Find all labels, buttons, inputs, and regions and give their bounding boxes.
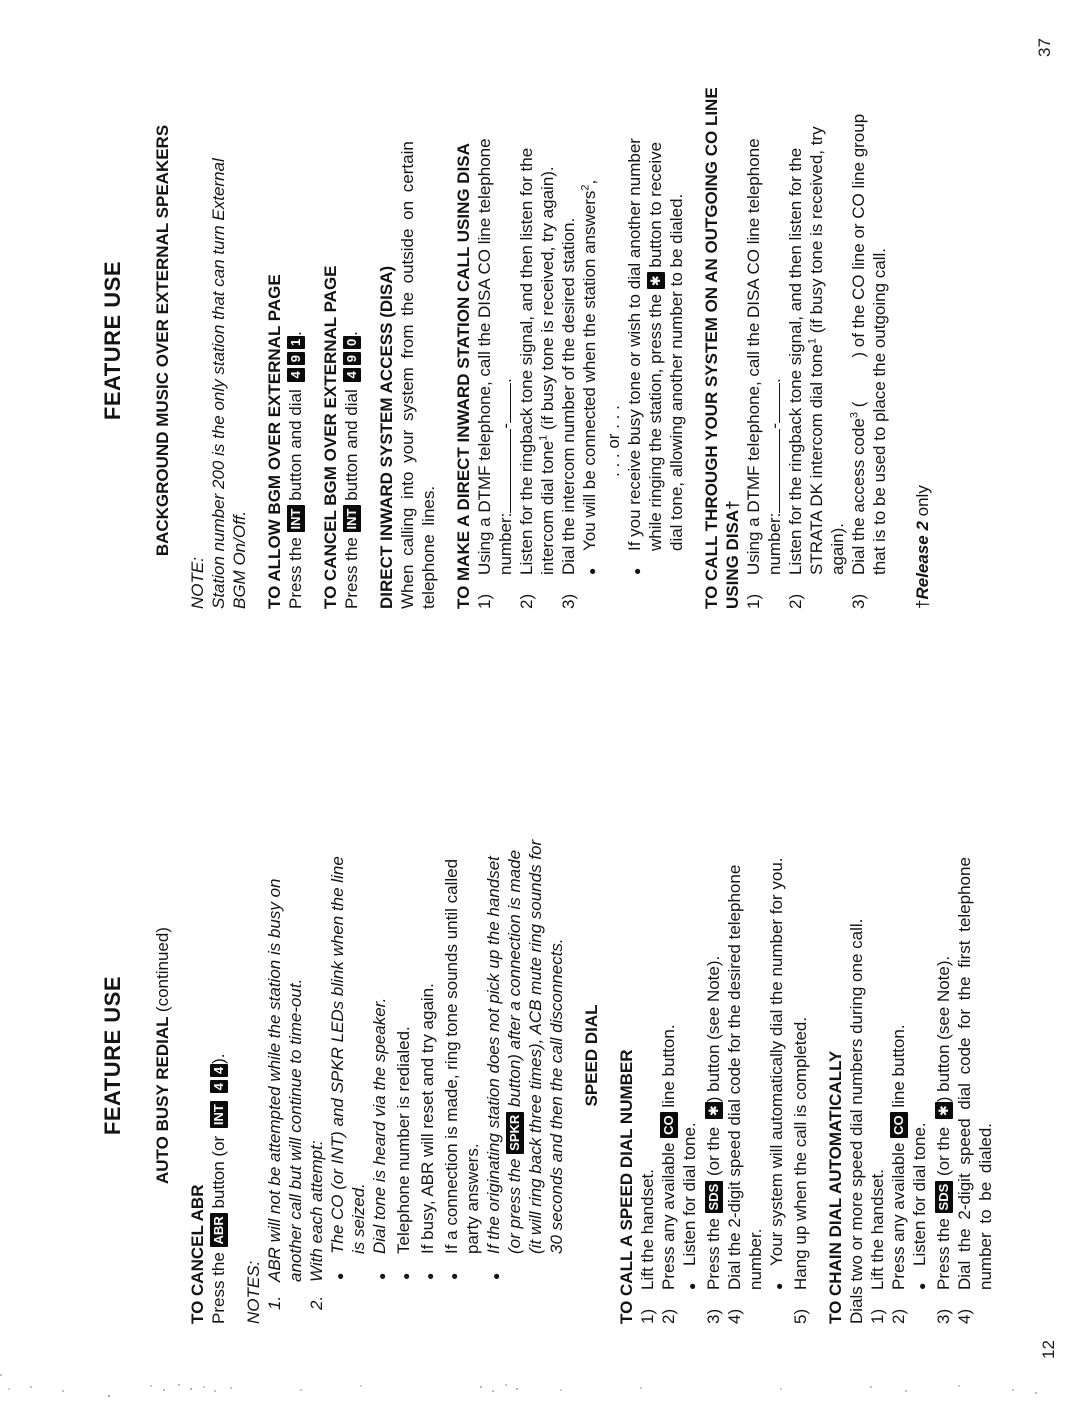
- item-marker: ●: [630, 567, 644, 575]
- keycap-abr: ABR: [210, 1213, 228, 1247]
- item-marker: 1): [638, 1308, 657, 1324]
- bullet-item: [909, 787, 933, 1290]
- item-marker: 1): [475, 593, 494, 609]
- item-marker: 4): [725, 1308, 744, 1324]
- item-text: Dial the intercom number of the desired station.: [559, 217, 578, 575]
- note-bullet-item: [441, 787, 483, 1280]
- item-text: Dial tone is heard via the speaker.: [370, 997, 389, 1254]
- blank-underline: [508, 429, 511, 513]
- page-number-37: 37: [1035, 38, 1054, 57]
- item-text: Dial the access code$^3$ () of the CO line or CO line group that is to be used to place the outgoing call.: [848, 113, 889, 575]
- note-bullet-item: [483, 787, 567, 1280]
- paragraph: Press the INT button and dial 490.: [342, 331, 361, 609]
- item-text: If busy, ABR will reset and try again.: [418, 983, 437, 1254]
- item-marker: 1): [744, 593, 763, 609]
- item-marker: ●: [333, 1272, 347, 1280]
- step-item: [933, 787, 954, 1324]
- keycap-spkr: SPKR: [506, 1112, 524, 1154]
- subsection-heading: DIRECT INWARD SYSTEM ACCESS (DISA): [377, 265, 396, 609]
- item-marker: 5): [791, 1308, 810, 1324]
- superscript: 2: [579, 184, 592, 191]
- item-text: Hang up when the call is completed.: [791, 1016, 810, 1290]
- item-text: ABR will not be attempted while the station is busy on another call but will continue to time-out.: [265, 878, 305, 1282]
- release-footnote: †Release 2 only: [913, 485, 932, 609]
- step-item: [558, 72, 579, 609]
- subsection-heading: TO CANCEL BGM OVER EXTERNAL PAGE: [321, 265, 340, 609]
- subsection-heading: TO CHAIN DIAL AUTOMATICALLY: [826, 1050, 845, 1324]
- step-item: [785, 72, 848, 609]
- page-12-content: [100, 787, 996, 1324]
- item-marker: 3): [704, 1308, 723, 1324]
- bullet-item: [679, 787, 703, 1290]
- bullet-item: [624, 72, 687, 575]
- item-text: Lift the handset.: [868, 1169, 887, 1290]
- item-text: Press any available CO line button.: [659, 1024, 678, 1290]
- keycap-int: INT: [287, 506, 305, 533]
- step-item: [474, 72, 516, 609]
- keycap-star: ✱: [705, 1102, 723, 1119]
- superscript: 3: [848, 412, 861, 419]
- superscript: 1: [806, 338, 819, 345]
- item-text: Press any available CO line button.: [889, 1024, 908, 1290]
- step-item: [954, 787, 996, 1324]
- keycap-4: 4: [343, 368, 361, 381]
- subsection-heading: TO MAKE A DIRECT INWARD STATION CALL USING DISA: [454, 143, 473, 609]
- keycap-9: 9: [287, 352, 305, 365]
- item-marker: 1): [868, 1308, 887, 1324]
- item-text: Using a DTMF telephone, call the DISA CO line telephone number:-.: [475, 138, 515, 575]
- section-heading: SPEED DIAL: [582, 1004, 601, 1107]
- item-marker: ●: [685, 1282, 699, 1290]
- note-bullet-item: [417, 787, 441, 1280]
- bullet-item: [579, 72, 603, 575]
- keycap-co: CO: [890, 1112, 908, 1138]
- keycap-4: 4: [287, 368, 305, 381]
- keycap-sds: SDS: [705, 1181, 723, 1214]
- note-bullet-item: [327, 787, 369, 1280]
- or-separator: . . . or . . .: [604, 405, 623, 477]
- paragraph: Press the ABR button (or INT 44).: [209, 1053, 228, 1324]
- section-heading: BACKGROUND MUSIC OVER EXTERNAL SPEAKERS: [153, 124, 172, 557]
- item-marker: ●: [772, 1282, 786, 1290]
- item-text: Using a DTMF telephone, call the DISA CO line telephone number:-.: [744, 138, 784, 575]
- item-marker: 2.: [307, 1295, 326, 1310]
- keycap-4: 4: [210, 1064, 228, 1077]
- page-12: [100, 787, 996, 1324]
- keycap-1: 1: [287, 336, 305, 349]
- item-text: Dial the 2-digit speed dial code for the desired telephone number.: [725, 864, 765, 1290]
- item-text: Press the SDS (or the ✱) button (see Note).: [934, 955, 953, 1290]
- item-text: Listen for dial tone.: [680, 1122, 699, 1266]
- item-marker: 2): [659, 1308, 678, 1324]
- item-marker: ●: [915, 1282, 929, 1290]
- step-item: [888, 787, 909, 1324]
- item-marker: 1.: [265, 1295, 284, 1310]
- item-text: Listen for the ringback tone signal, and then listen for the intercom dial tone$^1$ (if busy tone is received, try again).: [517, 147, 557, 575]
- item-marker: ●: [399, 1272, 413, 1280]
- item-marker: ●: [489, 1272, 503, 1280]
- page-title: FEATURE USE: [100, 975, 125, 1136]
- item-text: You will be connected when the station answers$^2$,: [579, 179, 599, 551]
- keycap-co: CO: [660, 1112, 678, 1138]
- bullet-item: [766, 787, 790, 1290]
- step-item: [703, 787, 724, 1324]
- superscript: 1: [537, 434, 550, 441]
- page-number-12: 12: [1039, 1340, 1058, 1359]
- section-heading: AUTO BUSY REDIAL (continued): [153, 927, 172, 1184]
- keycap-star: ✱: [647, 272, 665, 289]
- item-marker: ●: [585, 567, 599, 575]
- item-text: With each attempt:: [307, 1140, 326, 1282]
- regular-text: (continued): [153, 927, 172, 1013]
- item-marker: 2): [786, 593, 805, 609]
- item-marker: 3): [849, 593, 868, 609]
- bold-italic-text: Release 2: [913, 521, 932, 600]
- subsection-heading: TO CANCEL ABR: [188, 1184, 207, 1324]
- item-marker: 2): [889, 1308, 908, 1324]
- step-item: [637, 787, 658, 1324]
- subsection-heading: TO CALL A SPEED DIAL NUMBER: [617, 1049, 636, 1324]
- note-item: [264, 787, 306, 1310]
- item-text: Lift the handset.: [638, 1169, 657, 1290]
- item-text: Press the SDS (or the ✱) button (see Note).: [704, 955, 723, 1290]
- item-text: Listen for dial tone.: [910, 1122, 929, 1266]
- item-text: If the originating station does not pick up the handset (or press the SPKR button) after a connection is made (it will ring back three times), ACB mute ring sounds for 30 seconds and then the call disconnects.: [484, 839, 566, 1254]
- step-item: [743, 72, 785, 609]
- paragraph: Dials two or more speed dial numbers during one call.: [847, 918, 866, 1324]
- item-text: Telephone number is redialed.: [394, 1026, 413, 1254]
- step-item: [516, 72, 558, 609]
- item-marker: 3): [934, 1308, 953, 1324]
- item-text: Your system will automatically dial the number for you.: [767, 857, 786, 1266]
- item-marker: ●: [447, 1272, 461, 1280]
- page-37: [100, 72, 933, 609]
- item-text: If you receive busy tone or wish to dial another number while ringing the station, press the ✱ button to receive dial tone, allowing another number to be dialed.: [625, 138, 686, 551]
- keycap-0: 0: [343, 336, 361, 349]
- item-text: Listen for the ringback tone signal, and then listen for the STRATA DK intercom dial tone$^1$ (if busy tone is received, try again).: [786, 126, 847, 575]
- notes-label: NOTES:: [244, 1260, 263, 1324]
- keycap-9: 9: [343, 352, 361, 365]
- step-item: [724, 787, 766, 1324]
- keycap-sds: SDS: [935, 1181, 953, 1214]
- item-text: Dial the 2-digit speed dial code for the first telephone number to be dialed.: [955, 857, 995, 1290]
- item-text: The CO (or INT) and SPKR LEDs blink when the line is seized.: [328, 856, 368, 1254]
- page-37-content: [100, 72, 933, 609]
- subsection-heading: TO ALLOW BGM OVER EXTERNAL PAGE: [265, 274, 284, 609]
- keycap-int: INT: [343, 506, 361, 533]
- paragraph: Press the INT button and dial 491.: [286, 331, 305, 609]
- step-item: [867, 787, 888, 1324]
- paragraph: When calling into your system from the outside on certain telephone lines.: [398, 141, 438, 609]
- blank-underline: [777, 383, 780, 423]
- note-item: [306, 787, 327, 1310]
- step-item: [848, 72, 890, 609]
- blank-underline: [508, 383, 511, 423]
- note-bullet-item: [393, 787, 417, 1280]
- item-marker: ●: [375, 1272, 389, 1280]
- subsection-heading: TO CALL THROUGH YOUR SYSTEM ON AN OUTGOING CO LINE USING DISA†: [702, 87, 742, 609]
- keycap-int: INT: [210, 1101, 228, 1128]
- item-marker: ●: [423, 1272, 437, 1280]
- item-text: If a connection is made, ring tone sounds until called party answers.: [442, 858, 482, 1254]
- item-marker: 2): [517, 593, 536, 609]
- notes-label: NOTE:: [188, 557, 207, 609]
- page-title: FEATURE USE: [100, 260, 125, 421]
- paragraph: Station number 200 is the only station that can turn External BGM On/Off.: [209, 158, 249, 609]
- step-item: [790, 787, 811, 1324]
- step-item: [658, 787, 679, 1324]
- keycap-star: ✱: [935, 1102, 953, 1119]
- note-bullet-item: [369, 787, 393, 1280]
- item-marker: 4): [955, 1308, 974, 1324]
- blank-underline: [777, 429, 780, 513]
- keycap-4: 4: [210, 1080, 228, 1093]
- item-marker: 3): [559, 593, 578, 609]
